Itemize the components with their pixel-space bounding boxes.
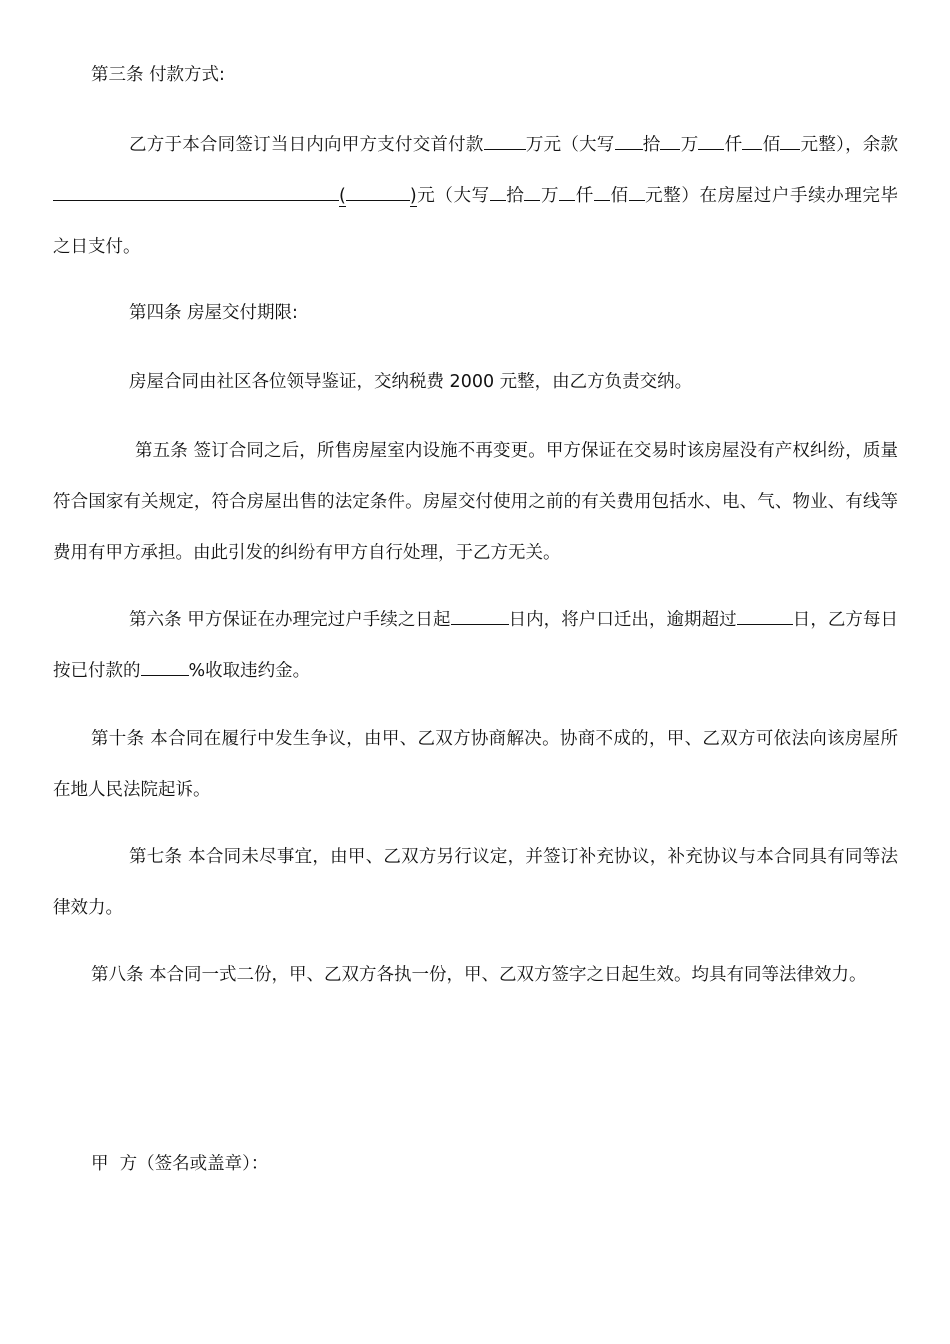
text-segment: 元（大写 xyxy=(416,186,490,206)
blank-line xyxy=(629,182,645,201)
text-segment: 拾 xyxy=(505,186,525,206)
blank-line xyxy=(615,131,643,150)
blank-line xyxy=(559,182,575,201)
text-segment: 佰 xyxy=(609,186,629,206)
text-segment: 元整）在房屋过户手续办理完毕之日支付。 xyxy=(53,186,899,257)
blank-line xyxy=(346,182,410,201)
blank-line xyxy=(594,182,610,201)
article-10-body-text: 第十条 本合同在履行中发生争议，由甲、乙双方协商解决。协商不成的，甲、乙双方可依法向该房屋所在地人民法院起诉。 xyxy=(53,729,898,800)
article-8-body-text: 第八条 本合同一式二份，甲、乙双方各执一份，甲、乙双方签字之日起生效。均具有同等法律效力。 xyxy=(91,965,867,985)
article-5-body xyxy=(53,426,898,579)
signature-party-a-text: 甲 方（签名或盖章）： xyxy=(91,1154,269,1174)
text-segment: %收取违约金。 xyxy=(188,661,311,681)
article-4-heading-text: 第四条 房屋交付期限: xyxy=(129,303,298,323)
article-7-body xyxy=(53,832,898,934)
text-segment: 万 xyxy=(540,186,560,206)
article-7-body-text: 第七条 本合同未尽事宜，由甲、乙双方另行议定，并签订补充协议，补充协议与本合同具有同等法律效力。 xyxy=(53,847,898,918)
blank-line xyxy=(737,606,793,625)
text-segment: ) xyxy=(409,186,417,206)
blank-line xyxy=(53,182,339,201)
text-segment: ( xyxy=(339,186,346,206)
text-segment: 万元（大写 xyxy=(525,135,615,155)
article-10-body xyxy=(53,714,898,816)
blank-line xyxy=(698,131,724,150)
article-6-body xyxy=(53,595,898,697)
article-3-heading-text: 第三条 付款方式: xyxy=(91,65,225,85)
text-segment: 第六条 甲方保证在办理完过户手续之日起 xyxy=(129,610,451,630)
article-3-heading xyxy=(53,50,898,101)
article-4-heading xyxy=(53,288,898,339)
blank-line xyxy=(141,657,189,676)
article-4-body xyxy=(53,357,898,408)
text-segment: 乙方于本合同签订当日内向甲方支付交首付款 xyxy=(129,135,484,155)
blank-line xyxy=(524,182,540,201)
article-8-body xyxy=(53,950,898,1001)
blank-line xyxy=(780,131,800,150)
blank-line xyxy=(451,606,509,625)
blank-line xyxy=(742,131,762,150)
signature-party-a xyxy=(53,1139,898,1190)
text-segment: 日，乙方每日按已付款的 xyxy=(53,610,899,681)
text-segment: 佰 xyxy=(762,135,781,155)
text-segment: 仟 xyxy=(724,135,743,155)
text-segment: 拾 xyxy=(642,135,661,155)
text-segment: 元整），余款 xyxy=(800,135,899,155)
blank-line xyxy=(490,182,506,201)
text-segment: 日内，将户口迁出，逾期超过 xyxy=(508,610,737,630)
blank-line xyxy=(660,131,680,150)
text-segment: 万 xyxy=(680,135,699,155)
text-segment: 仟 xyxy=(575,186,594,206)
blank-line xyxy=(484,131,526,150)
article-4-body-text: 房屋合同由社区各位领导鉴证，交纳税费 2000 元整，由乙方负责交纳。 xyxy=(129,372,693,392)
article-5-body-text: 第五条 签订合同之后，所售房屋室内设施不再变更。甲方保证在交易时该房屋没有产权纠纷，质量符合国家有关规定，符合房屋出售的法定条件。房屋交付使用之前的有关费用包括水、电、气、物业、有线等费用有甲方承担。由此引发的纠纷有甲方自行处理，于乙方无关。 xyxy=(53,441,898,563)
article-3-body xyxy=(53,120,898,273)
